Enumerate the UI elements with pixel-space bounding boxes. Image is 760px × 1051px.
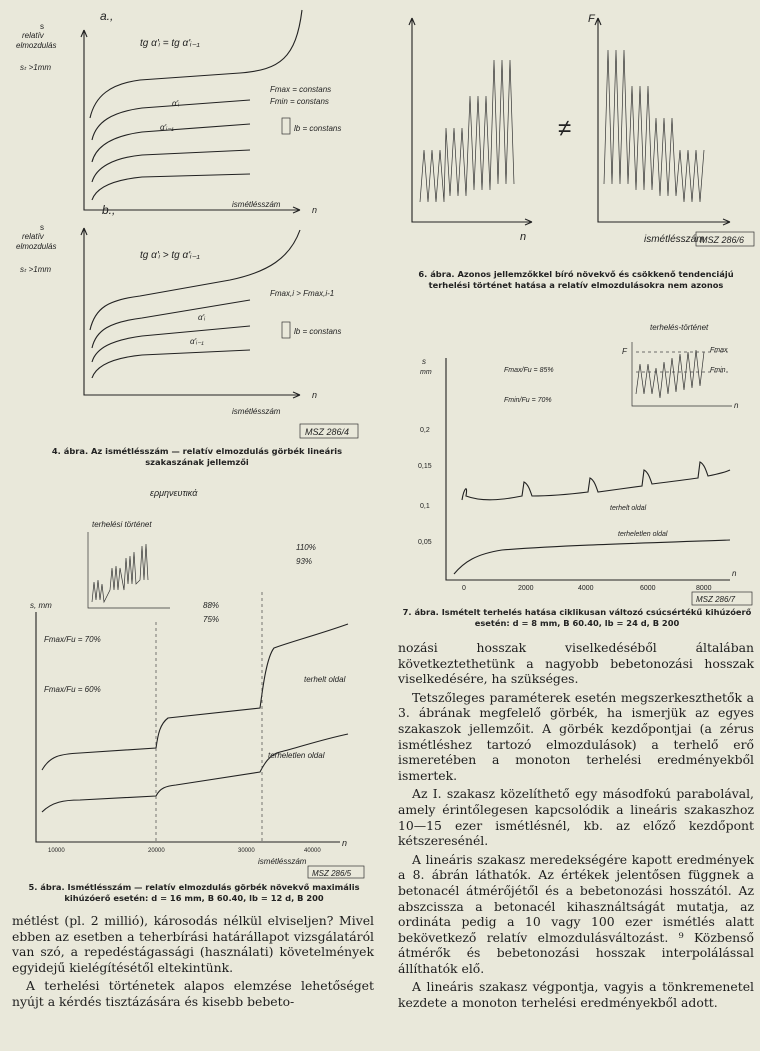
- fig4b-alpha-i1: α'ᵢ₋₁: [190, 337, 204, 346]
- fig7-inset-fmax: Fmax: [710, 347, 728, 354]
- right-column-text: [398, 640, 754, 1014]
- fig7-ytick-3: 0,1: [420, 503, 430, 510]
- fig5-ratio60: Fmax/Fu = 60%: [44, 685, 101, 694]
- fig5-unloaded-label: terheletlen oldal: [268, 751, 325, 760]
- fig4a-fmax: Fmax = constans: [270, 85, 332, 94]
- fig4-panel-a: a.,: [100, 9, 114, 23]
- fig7-caption: 7. ábra. Ismételt terhelés hatása ciklikusan változó csúcsértékű kihúzóerő esetén: d = 8 mm, B 60.40, lb = 24 d, B 200: [402, 607, 752, 628]
- fig6-xlabel: ismétlésszám: [644, 234, 705, 245]
- fig4-ylabel-s: s: [40, 22, 44, 31]
- fig4a-curve-2: [92, 100, 250, 140]
- fig7-xtick-4: 6000: [640, 585, 656, 592]
- fig4b-curve-3: [92, 326, 250, 362]
- fig5-p75: 75%: [203, 615, 220, 624]
- fig4a-arrows: [81, 30, 300, 213]
- fig6-tag: MSZ 286/6: [700, 235, 745, 245]
- fig4-tg-b: tg α'ᵢ > tg α'ᵢ₋₁: [140, 250, 200, 261]
- fig7-loaded-label: terhelt oldal: [610, 505, 647, 512]
- fig4a-xlabel: ismétlésszám: [232, 200, 281, 209]
- fig5-loaded-curve: [42, 624, 348, 770]
- fig7-n: n: [732, 569, 737, 578]
- fig5-ratio70: Fmax/Fu = 70%: [44, 635, 101, 644]
- fig6-left-axes: [412, 18, 532, 222]
- fig4b-fmax: Fmax,i > Fmax,i-1: [270, 289, 335, 298]
- fig7-ratio-max: Fmax/Fu = 85%: [504, 367, 554, 374]
- fig4a-fmin: Fmin = constans: [270, 97, 329, 106]
- fig6-right-history: [604, 50, 704, 202]
- fig7-xtick-1: 0: [462, 585, 466, 592]
- fig5-unloaded-curve: [42, 734, 348, 812]
- fig5-xtick-1: 10000: [48, 848, 65, 854]
- fig4-ylabel-relativ: relatív: [22, 31, 44, 40]
- left-column-text: [12, 913, 374, 1013]
- figure-7: [392, 318, 760, 608]
- left-paragraph-2: A terhelési történetek alapos elemzése lehetőséget nyújt a kérdés tisztázására és kisebb bebeto-: [12, 978, 374, 1009]
- fig7-xtick-5: 8000: [696, 585, 712, 592]
- fig7-inset-history: [636, 350, 704, 398]
- fig7-unloaded-curve: [454, 540, 730, 574]
- fig7-inset-title: terhelés-történet: [650, 323, 709, 332]
- fig7-inset-n: n: [734, 401, 739, 410]
- figure-6: [392, 0, 760, 265]
- fig4b-curve-4: [92, 350, 250, 378]
- fig4b-curve-1: [90, 230, 300, 330]
- fig5-n: n: [342, 838, 348, 848]
- fig7-xtick-3: 4000: [578, 585, 594, 592]
- fig4b-ylabel-st: sₜ >1mm: [20, 265, 52, 274]
- figure-5: [0, 472, 385, 880]
- fig4a-alpha-i: α'ᵢ: [172, 99, 180, 108]
- fig4b-ylabel-relativ: relatív: [22, 232, 44, 241]
- fig7-inset-F: F: [622, 347, 627, 356]
- left-paragraph-1: métlést (pl. 2 millió), károsodás nélkül elviseljen? Mivel ebben az esetben a teherbírási határállapot vizsgálatáról van szó, a repedéstágassági (használati) követelmények egyidejű kielégítésétől eltekintünk.: [12, 913, 374, 975]
- fig7-s-unit: mm: [420, 369, 432, 376]
- fig4-tag: MSZ 286/4: [305, 427, 350, 437]
- fig4-tg-a: tg α'ᵢ = tg α'ᵢ₋₁: [140, 38, 200, 49]
- fig5-p110: 110%: [296, 543, 316, 552]
- fig7-s: s: [422, 357, 426, 366]
- fig6-F: F: [588, 13, 595, 25]
- fig5-xtick-3: 30000: [238, 848, 255, 854]
- fig4b-lb: lb = constans: [294, 327, 342, 336]
- right-paragraph-1: nozási hosszak viselkedéséből általában következtethetünk a nagyobb bebetonozási hosszak viselkedésére, ha szükséges.: [398, 640, 754, 687]
- fig4b-ylabel-elmozdulas: elmozdulás: [16, 242, 57, 251]
- fig7-ytick-4: 0,05: [418, 539, 432, 546]
- fig4a-specimen-icon: [282, 118, 290, 134]
- fig4-caption: 4. ábra. Az ismétlésszám — relatív elmozdulás görbék lineáris szakaszának jellemzői: [51, 446, 343, 467]
- fig4a-n: n: [312, 205, 318, 215]
- fig7-axes: [446, 358, 730, 580]
- fig6-left-n: n: [520, 231, 527, 243]
- fig7-xtick-2: 2000: [518, 585, 534, 592]
- fig4-ylabel-elmozdulas: elmozdulás: [16, 41, 57, 50]
- fig5-inset-history: [92, 544, 148, 602]
- fig4a-alpha-i1: α'ᵢ₋₁: [160, 123, 174, 132]
- fig4b-specimen-icon: [282, 322, 290, 338]
- fig4a-curve-4: [92, 150, 250, 182]
- fig5-caption: 5. ábra. Ismétlésszám — relatív elmozdulás görbék növekvő maximális kihúzóerő esetén: d = 16 mm, B 60.40, lb = 12 d, B 200: [28, 882, 360, 903]
- fig5-loaded-label: terhelt oldal: [304, 675, 346, 684]
- fig5-axes: [36, 612, 340, 842]
- fig5-xtick-2: 20000: [148, 848, 165, 854]
- fig4a-curve-5: [92, 174, 250, 200]
- fig5-xtick-4: 40000: [304, 848, 321, 854]
- fig5-stage-dividers: [156, 592, 262, 842]
- fig5-handwritten: ερμηνευτικά: [150, 488, 198, 498]
- fig5-inset-title: terhelési történet: [92, 520, 152, 529]
- fig4b-curve-2: [92, 300, 250, 348]
- figure-4: [0, 0, 385, 445]
- fig7-ratio-min: Fmin/Fu = 70%: [504, 397, 552, 404]
- fig6-left-history: [420, 60, 514, 202]
- fig4b-xlabel: ismétlésszám: [232, 407, 281, 416]
- fig4-panel-b: b.,: [102, 203, 116, 217]
- fig5-p93: 93%: [296, 557, 313, 566]
- fig7-inset-fmin: Fmin: [710, 367, 726, 374]
- fig4b-ylabel-s: s: [40, 223, 44, 232]
- fig5-ylabel: s, mm: [30, 601, 52, 610]
- fig6-right-arrows: [595, 18, 730, 225]
- fig7-loaded-curve: [462, 462, 730, 500]
- fig5-tag: MSZ 286/5: [312, 869, 352, 878]
- fig4b-alpha-i: α'ᵢ: [198, 313, 206, 322]
- fig7-unloaded-label: terheletlen oldal: [618, 531, 668, 538]
- right-paragraph-4: A lineáris szakasz meredekségére kapott eredmények a 8. ábrán láthatók. Az értékek jelentősen függnek a betonacél átmérőjétől és a bebetonozási hosszától. Az abszcissza a betonacél kihasználtságát mutatja, az ordináta pedig a 10 vagy 100 ezer ismétlés alatt bekövetkező relatív elmozdulásváltozást. ⁹ Közbenső átmérők és bebetonozási hosszak interpolálással állíthatók elő.: [398, 851, 754, 976]
- fig6-not-equal: ≠: [558, 115, 572, 142]
- right-paragraph-5: A lineáris szakasz végpontja, vagyis a tönkremenetel kezdete a monoton terhelési eredményekből adott.: [398, 979, 754, 1011]
- fig4-ylabel-st: sₜ >1mm: [20, 63, 52, 72]
- fig7-tag: MSZ 286/7: [696, 595, 736, 604]
- right-paragraph-2: Tetszőleges paraméterek esetén megszerkeszthetők a 3. ábrának megfelelő görbék, ha ismerjük az egyes szakaszok jellemzőit. A görbék kezdőpontjai (a zérus ismétléshez tartozó elmozdulások) a terhelő erő ismeretében a monoton terhelési eredményekből ismertek.: [398, 689, 754, 783]
- fig7-ytick-2: 0,15: [418, 463, 432, 470]
- fig5-xlabel: ismétlésszám: [258, 857, 307, 866]
- fig4b-n: n: [312, 390, 318, 400]
- fig7-ytick-1: 0,2: [420, 427, 430, 434]
- fig6-caption: 6. ábra. Azonos jellemzőkkel bíró növekvő és csökkenő tendenciájú terhelési történet hatása a relatív elmozdulásokra nem azonos: [418, 269, 734, 290]
- fig4a-axes: [84, 30, 300, 210]
- fig5-p88: 88%: [203, 601, 220, 610]
- right-paragraph-3: Az I. szakasz közelíthető egy másodfokú parabolával, amely érintőlegesen kapcsolódik a lineáris szakaszhoz 10—15 ezer ismétlésnél, kb. az előző kezdőpont kétszeresénél.: [398, 786, 754, 849]
- fig4a-lb: lb = constans: [294, 124, 342, 133]
